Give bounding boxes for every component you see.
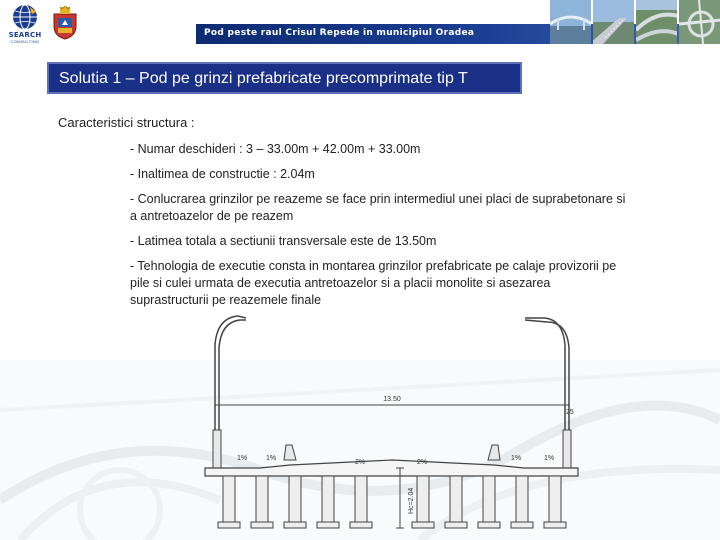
bullet-technology: - Tehnologia de executie consta in montarea grinzilor prefabricate pe calaje provizorii pe pile si culei urmata de executia antretoazelor si a placii monolite si asezarea suprastructurii pe reazemele finale — [130, 259, 617, 307]
document-title: Pod peste raul Crisul Repede in municipiul Oradea — [204, 28, 475, 38]
cross-section-drawing — [0, 300, 720, 540]
slope-label: 1% — [266, 455, 277, 462]
total-width-label: 13.50 — [383, 396, 401, 403]
edge-dimension-label: 25 — [566, 409, 574, 416]
logo-name: SEARCH — [8, 31, 42, 39]
logo-subtitle: CONSULTING — [10, 39, 40, 44]
slope-label: 1% — [511, 455, 522, 462]
bullet-width: - Latimea totala a sectiunii transversale este de 13.50m — [130, 234, 437, 248]
characteristics-label: Caracteristici structura : — [58, 115, 195, 130]
bullet-spans: - Numar deschideri : 3 – 33.00m + 42.00m + 33.00m — [130, 142, 421, 156]
slope-label: 2% — [355, 459, 366, 466]
slope-label: 1% — [237, 455, 248, 462]
bullet-connection: - Conlucrarea grinzilor pe reazeme se face prin intermediul unei placi de suprabetonare si a antretoazelor de pe reazem — [130, 192, 626, 223]
slope-label: 2% — [417, 459, 428, 466]
construction-height-label: Hc=2.04 — [408, 487, 415, 514]
bullet-height: - Inaltimea de constructie : 2.04m — [130, 167, 315, 181]
slope-label: 1% — [544, 455, 555, 462]
slide-heading: Solutia 1 – Pod pe grinzi prefabricate precomprimate tip T — [59, 70, 468, 87]
